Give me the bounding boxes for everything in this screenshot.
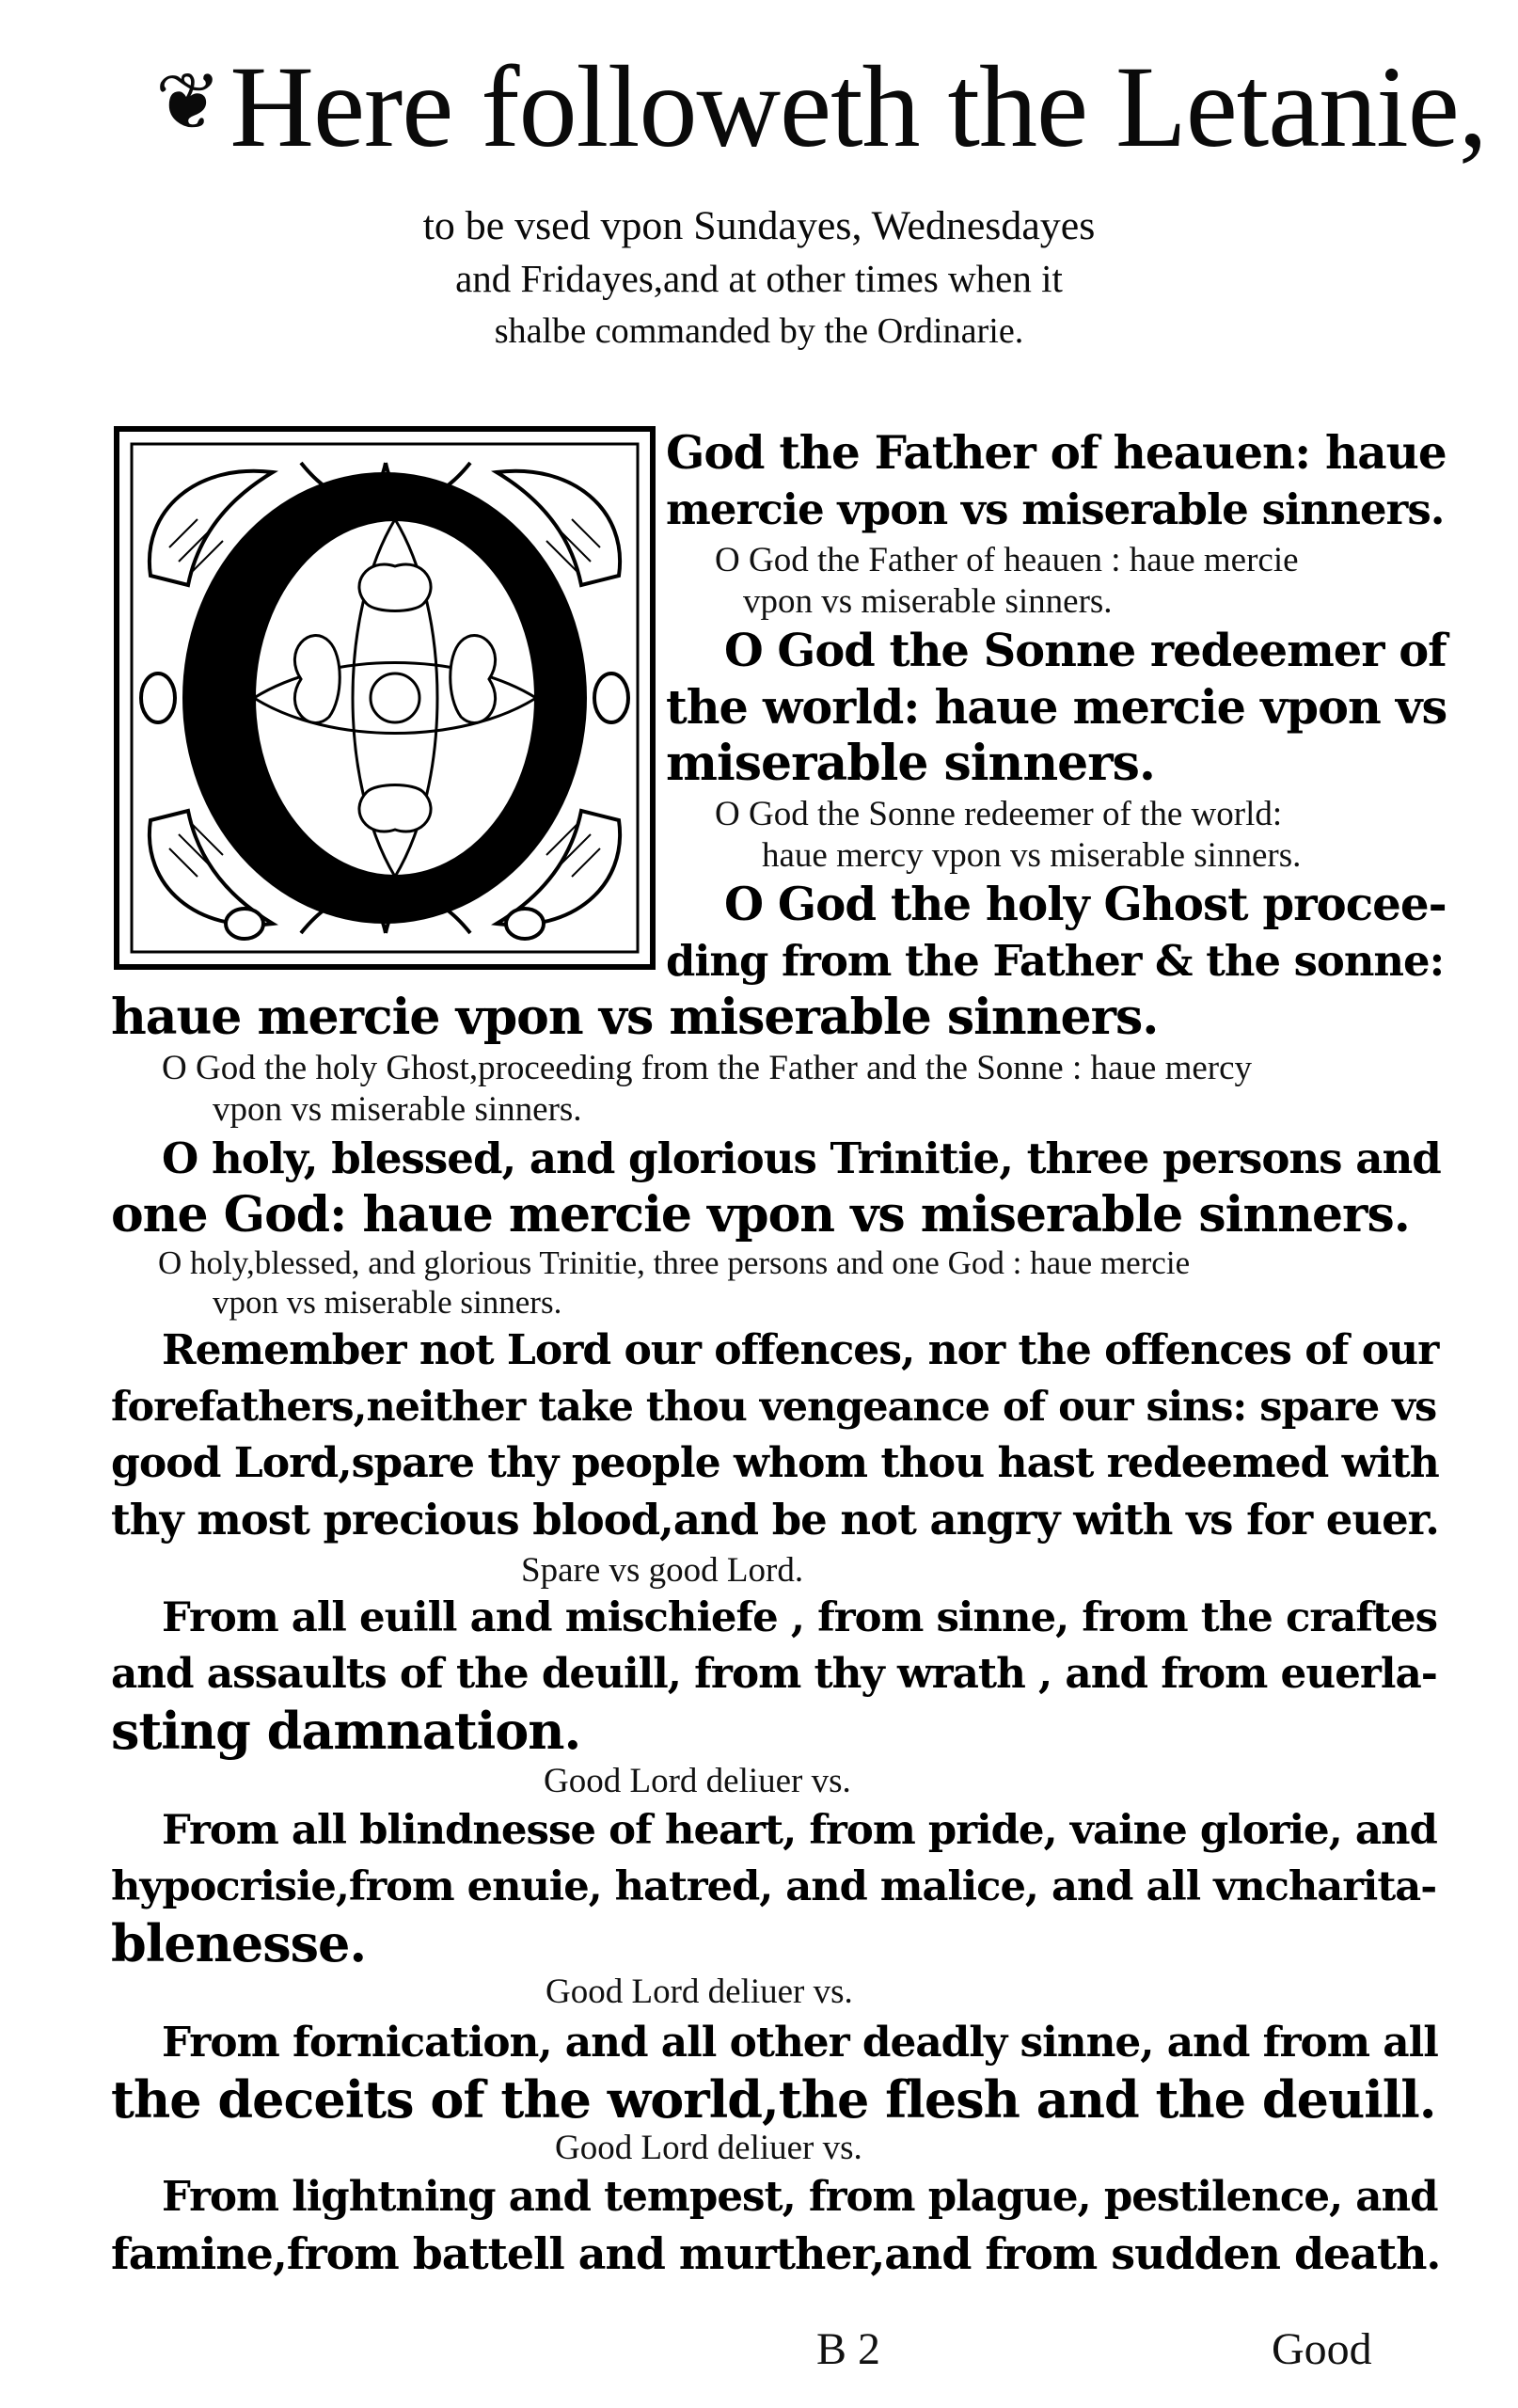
petition-blackletter-line: O God the Sonne redeemer of bbox=[724, 625, 1447, 677]
petition-blackletter-line: Remember not Lord our offences, nor the offences of our bbox=[162, 1326, 1439, 1374]
petition-blackletter-line: O God the holy Ghost procee- bbox=[724, 879, 1447, 931]
page-title bbox=[155, 38, 1487, 173]
fleuron-ornament-icon: ❦ bbox=[155, 59, 221, 147]
petition-blackletter-line: From all blindnesse of heart, from pride, vaine glorie, and bbox=[162, 1806, 1437, 1854]
signature-mark: B 2 bbox=[816, 2324, 881, 2374]
petition-blackletter-line: From fornication, and all other deadly sinne, and from all bbox=[162, 2019, 1438, 2067]
petition-blackletter-line: good Lord,spare thy people whom thou hast redeemed with bbox=[111, 1439, 1439, 1487]
petition-response: Spare vs good Lord. bbox=[521, 1551, 804, 1590]
petition-blackletter-line: haue mercie vpon vs miserable sinners. bbox=[111, 989, 1159, 1046]
petition-roman-line: O God the holy Ghost,proceeding from the Father and the Sonne : haue mercy bbox=[162, 1049, 1253, 1087]
petition-blackletter-line: sting damnation. bbox=[111, 1701, 581, 1761]
catchword: Good bbox=[1272, 2324, 1372, 2374]
petition-blackletter-line: O holy, blessed, and glorious Trinitie, three persons and bbox=[162, 1133, 1441, 1183]
petition-blackletter-line: one God: haue mercie vpon vs miserable sinners. bbox=[111, 1186, 1410, 1244]
petition-blackletter-line: and assaults of the deuill, from thy wrath , and from euerla- bbox=[111, 1650, 1437, 1698]
petition-roman-line: O God the Sonne redeemer of the world: bbox=[715, 795, 1283, 833]
petition-roman-line: vpon vs miserable sinners. bbox=[213, 1090, 582, 1129]
petition-roman-line: O holy,blessed, and glorious Trinitie, three persons and one God : haue mercie bbox=[158, 1244, 1191, 1281]
petition-response: Good Lord deliuer vs. bbox=[544, 1762, 851, 1800]
petition-blackletter-line: blenesse. bbox=[111, 1913, 367, 1973]
petition-blackletter-line: God the Father of heauen: haue bbox=[666, 427, 1447, 480]
petition-blackletter-line: the world: haue mercie vpon vs bbox=[666, 680, 1447, 735]
petition-blackletter-line: mercie vpon vs miserable sinners. bbox=[666, 484, 1445, 534]
subtitle-line: and Fridayes,and at other times when it bbox=[455, 257, 1063, 300]
petition-roman-line: haue mercy vpon vs miserable sinners. bbox=[762, 836, 1302, 875]
petition-response: Good Lord deliuer vs. bbox=[546, 1972, 853, 2011]
petition-blackletter-line: the deceits of the world,the flesh and the deuill. bbox=[111, 2069, 1436, 2130]
petition-blackletter-line: miserable sinners. bbox=[666, 735, 1156, 792]
petition-roman-line: vpon vs miserable sinners. bbox=[743, 582, 1113, 621]
petition-blackletter-line: hypocrisie,from enuie, hatred, and malice, and all vncharita- bbox=[111, 1862, 1437, 1910]
subtitle-line: to be vsed vpon Sundayes, Wednesdayes bbox=[422, 203, 1096, 248]
petition-blackletter-line: forefathers,neither take thou vengeance of our sins: spare vs bbox=[111, 1384, 1437, 1431]
petition-blackletter-line: thy most precious blood,and be not angry with vs for euer. bbox=[111, 1495, 1439, 1545]
petition-blackletter-line: From lightning and tempest, from plague, pestilence, and bbox=[162, 2173, 1438, 2221]
petition-response: Good Lord deliuer vs. bbox=[555, 2129, 862, 2167]
decorated-initial-o bbox=[113, 425, 656, 971]
subtitle-line: shalbe commanded by the Ordinarie. bbox=[494, 311, 1024, 351]
petition-blackletter-line: famine,from battell and murther,and from sudden death. bbox=[111, 2228, 1441, 2279]
title-text: Here followeth the Letanie, bbox=[229, 42, 1487, 171]
petition-blackletter-line: From all euill and mischiefe , from sinne, from the craftes bbox=[162, 1593, 1438, 1641]
petition-roman-line: vpon vs miserable sinners. bbox=[213, 1284, 562, 1321]
petition-roman-line: O God the Father of heauen : haue mercie bbox=[715, 541, 1299, 579]
petition-blackletter-line: ding from the Father & the sonne: bbox=[666, 936, 1445, 986]
